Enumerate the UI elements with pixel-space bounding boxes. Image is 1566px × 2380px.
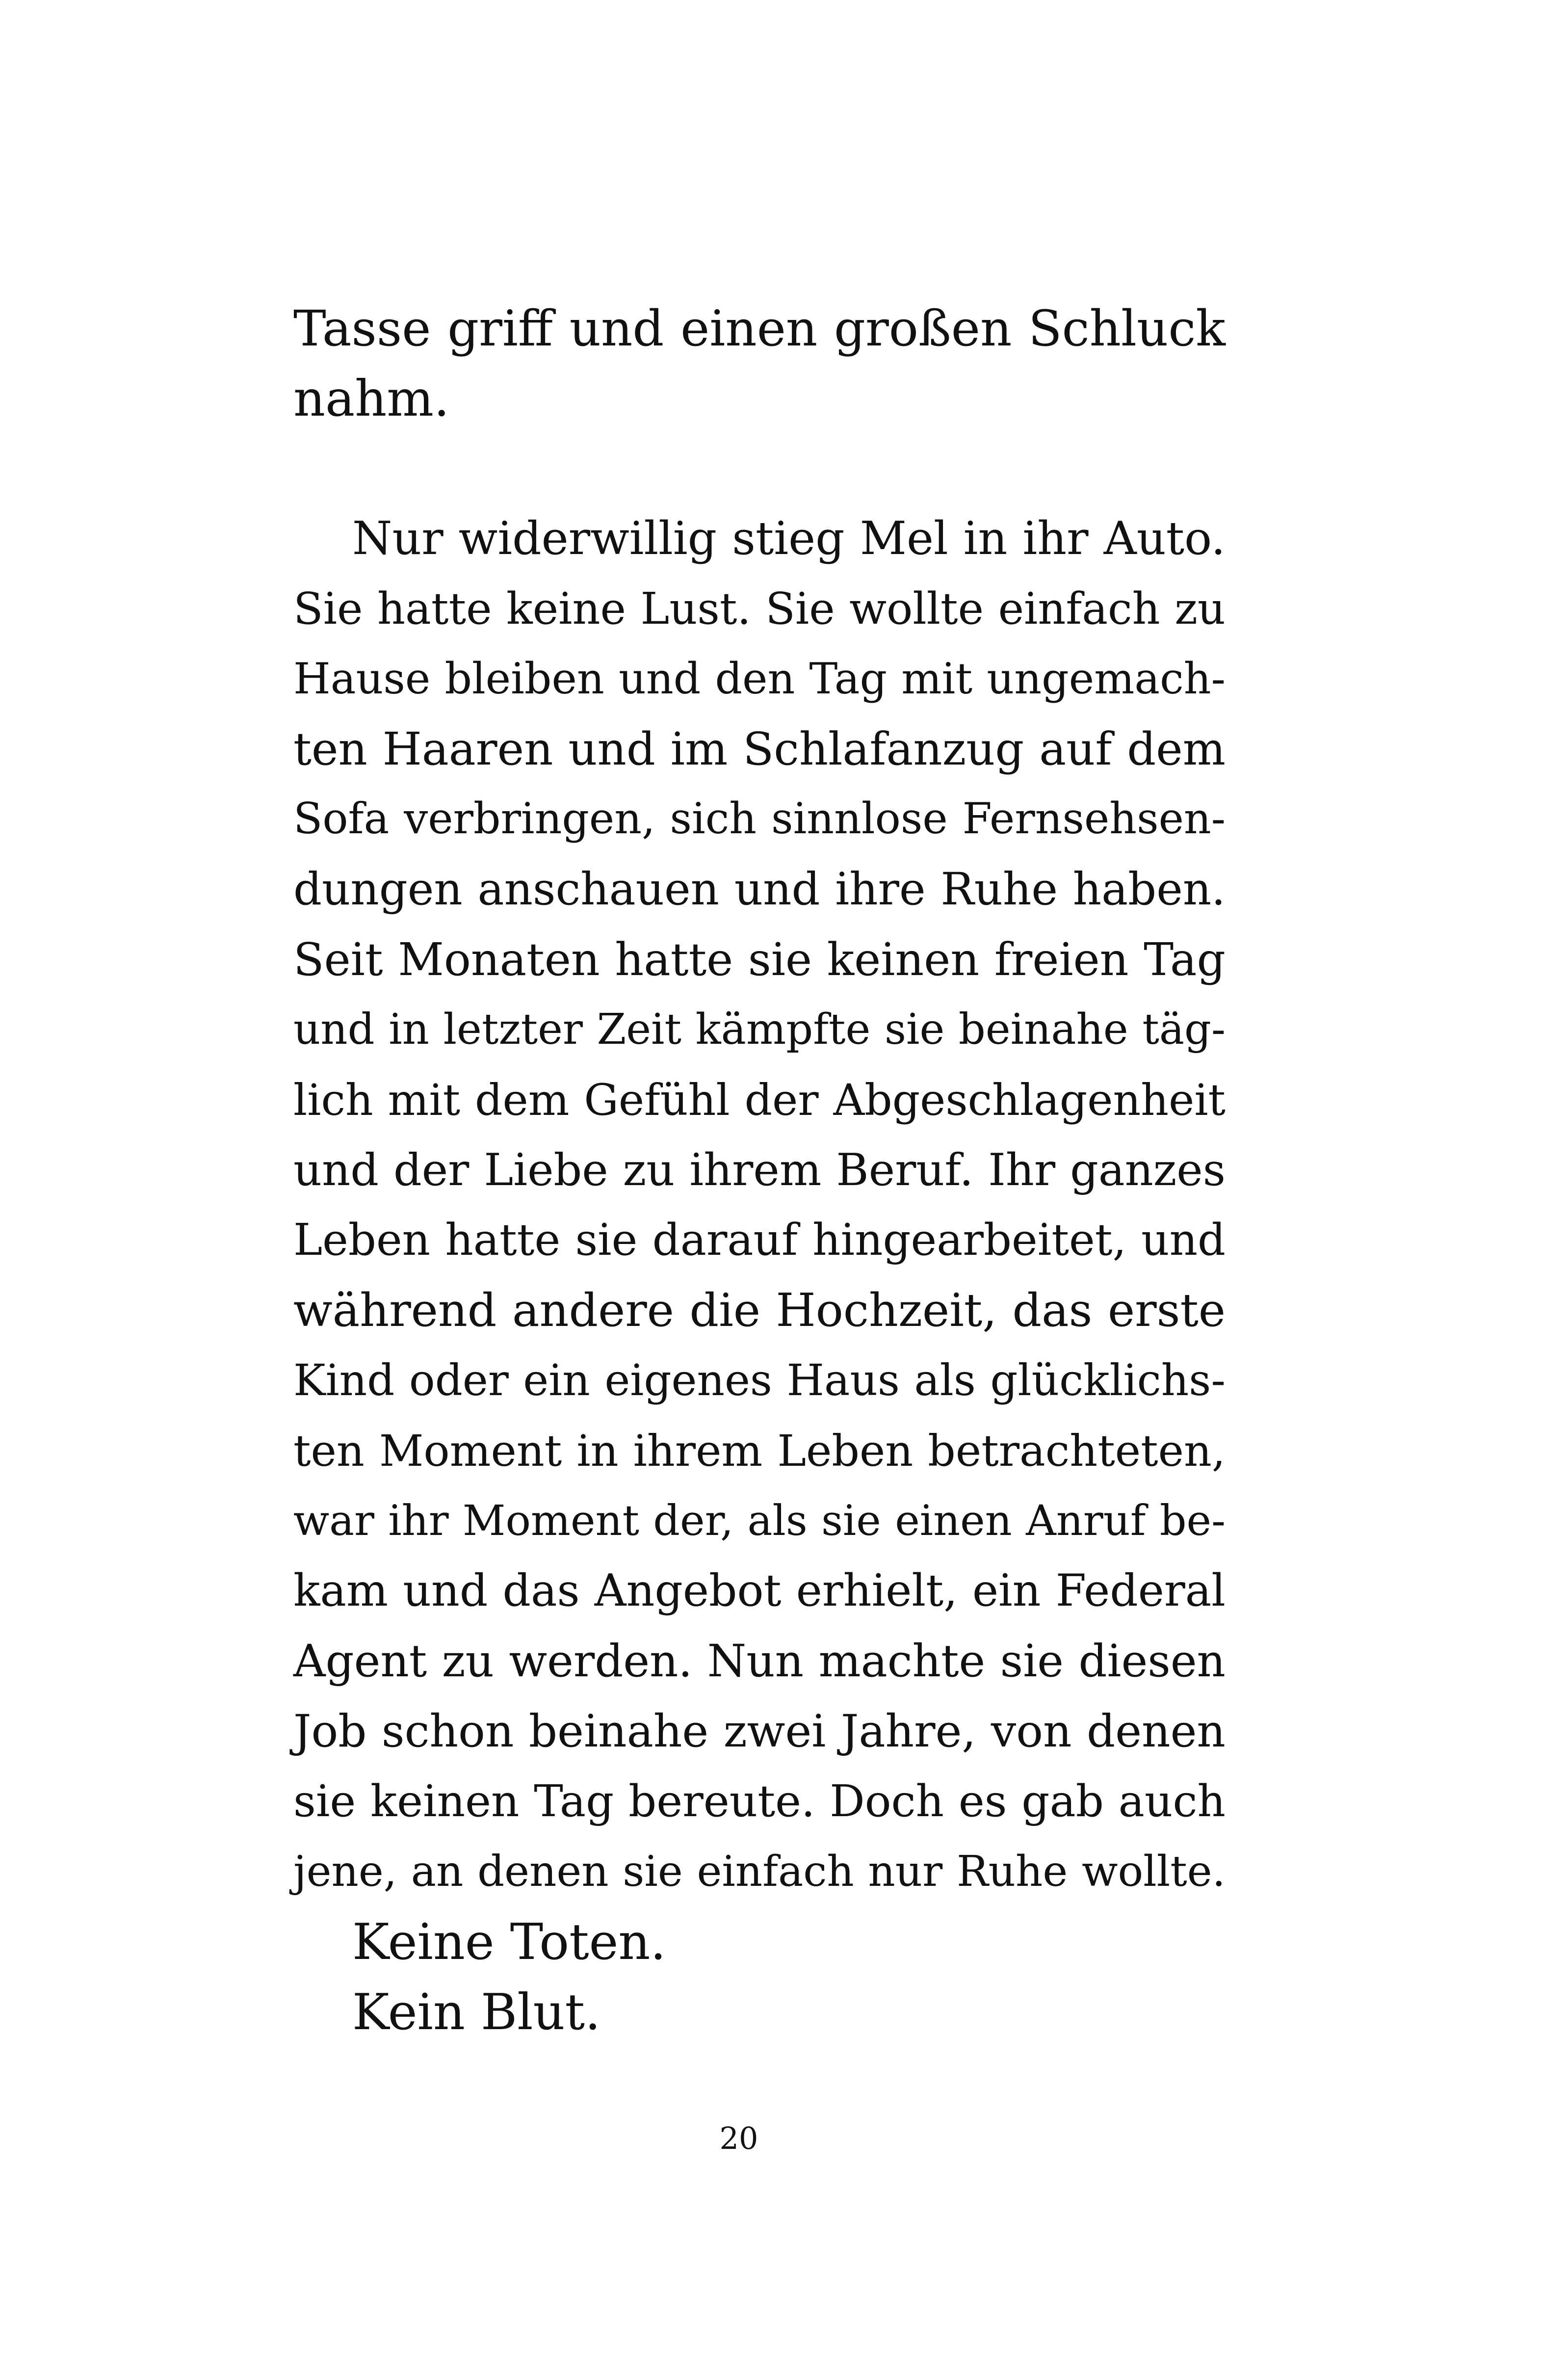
text-line: Kind oder ein eigenes Haus als glücklichs- <box>293 1355 1226 1405</box>
text-line: Agent zu werden. Nun machte sie diesen <box>293 1636 1226 1687</box>
text-line: Leben hatte sie darauf hingearbeitet, und <box>293 1215 1226 1266</box>
text-line: lich mit dem Gefühl der Abgeschlagenheit <box>293 1075 1226 1125</box>
text-line: kam und das Angebot erhielt, ein Federal <box>293 1565 1226 1616</box>
text-line: sie keinen Tag bereute. Doch es gab auch <box>293 1776 1226 1827</box>
text-line: nahm. <box>293 370 450 427</box>
text-line: war ihr Moment der, als sie einen Anruf be- <box>293 1497 1226 1545</box>
text-line: Nur widerwillig stieg Mel in ihr Auto. <box>352 512 1226 565</box>
text-line: Tasse griff und einen großen Schluck <box>293 300 1226 357</box>
text-line: Kein Blut. <box>352 1983 601 2041</box>
text-line: Sie hatte keine Lust. Sie wollte einfach zu <box>293 583 1226 634</box>
text-line: und der Liebe zu ihrem Beruf. Ihr ganzes <box>293 1144 1226 1196</box>
text-line: ten Haaren und im Schlafanzug auf dem <box>293 723 1226 775</box>
text-line: Sofa verbringen, sich sinnlose Fernsehsen- <box>293 794 1226 844</box>
text-line: dungen anschauen und ihre Ruhe haben. <box>293 864 1226 915</box>
text-line: jene, an denen sie einfach nur Ruhe wollte. <box>293 1847 1226 1896</box>
text-line: und in letzter Zeit kämpfte sie beinahe täg- <box>293 1005 1226 1054</box>
text-line: Hause bleiben und den Tag mit ungemach- <box>293 654 1226 704</box>
text-line: Keine Toten. <box>352 1913 666 1971</box>
text-line: während andere die Hochzeit, das erste <box>293 1284 1226 1337</box>
page-number: 20 <box>719 2120 758 2156</box>
text-line: Job schon beinahe zwei Jahre, von denen <box>293 1706 1226 1757</box>
text-line: Seit Monaten hatte sie keinen freien Tag <box>293 933 1226 986</box>
text-line: ten Moment in ihrem Leben betrachteten, <box>293 1426 1226 1476</box>
